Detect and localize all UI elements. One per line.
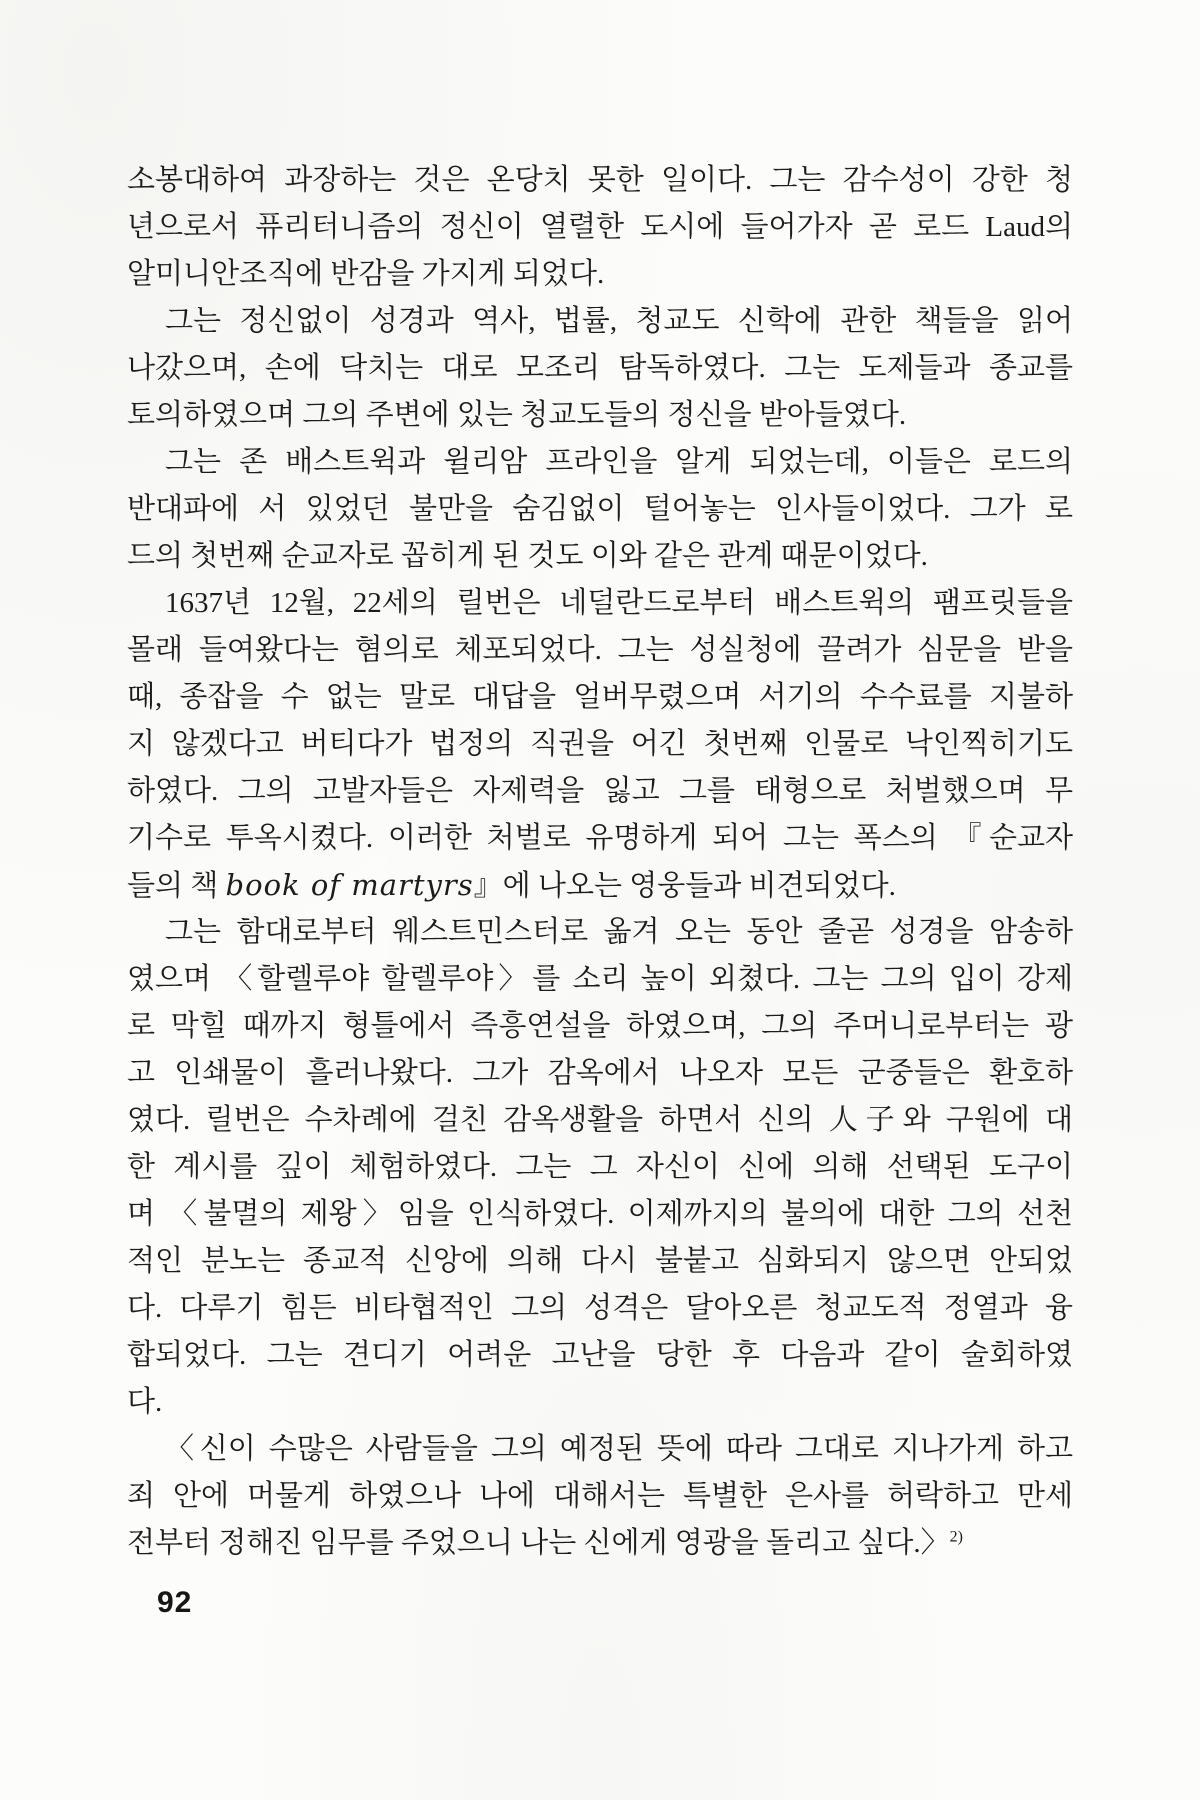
text-segment: 』에 나오는 영웅들과 비견되었다. <box>473 870 896 902</box>
text-line <box>127 1473 1073 1520</box>
text-line <box>127 674 1073 721</box>
text-line <box>127 345 1073 392</box>
text-segment: 지 않겠다고 버티다가 법정의 직권을 어긴 첫번째 인물로 낙인찍히기도 <box>127 728 1073 760</box>
text-line <box>127 486 1073 533</box>
text-line <box>127 1426 1073 1473</box>
text-line <box>127 1379 1073 1426</box>
text-line <box>127 1191 1073 1238</box>
text-segment: 나갔으며, 손에 닥치는 대로 모조리 탐독하였다. 그는 도제들과 종교를 <box>127 352 1073 384</box>
text-line <box>127 627 1073 674</box>
text-segment: 였다. 릴번은 수차례에 걸친 감옥생활을 하면서 신의 人子와 구원에 대 <box>127 1104 1073 1136</box>
text-line <box>127 298 1073 345</box>
footnote-reference: 2) <box>949 1528 963 1546</box>
text-segment: 1637년 12월, 22세의 릴번은 네덜란드로부터 배스트윅의 팸프릿들을 <box>165 587 1073 619</box>
body-text <box>127 157 1073 1567</box>
text-line <box>127 1097 1073 1144</box>
text-segment: 년으로서 퓨리터니즘의 정신이 열렬한 도시에 들어가자 곧 로드 Laud의 <box>127 211 1073 243</box>
text-segment: 죄 안에 머물게 하였으나 나에 대해서는 특별한 은사를 허락하고 만세 <box>127 1480 1073 1512</box>
text-segment: 그는 정신없이 성경과 역사, 법률, 청교도 신학에 관한 책들을 읽어 <box>165 305 1073 337</box>
text-segment: 고 인쇄물이 흘러나왔다. 그가 감옥에서 나오자 모든 군중들은 환호하 <box>127 1057 1073 1089</box>
text-segment: 그는 함대로부터 웨스트민스터로 옮겨 오는 동안 줄곧 성경을 암송하 <box>165 916 1073 948</box>
text-segment: 한 계시를 깊이 체험하였다. 그는 그 자신이 신에 의해 선택된 도구이 <box>127 1151 1073 1183</box>
text-segment: 반대파에 서 있었던 불만을 숨김없이 털어놓는 인사들이었다. 그가 로 <box>127 493 1073 525</box>
text-line <box>127 956 1073 1003</box>
text-line <box>127 862 1073 909</box>
text-segment: 며 〈불멸의 제왕〉임을 인식하였다. 이제까지의 불의에 대한 그의 선천 <box>127 1198 1073 1230</box>
text-line <box>127 533 1073 580</box>
text-segment: 였으며 〈할렐루야 할렐루야〉를 소리 높이 외쳤다. 그는 그의 입이 강제 <box>127 963 1073 995</box>
text-segment: 알미니안조직에 반감을 가지게 되었다. <box>127 258 605 290</box>
text-line <box>127 392 1073 439</box>
text-segment: 로 막힐 때까지 형틀에서 즉흥연설을 하였으며, 그의 주머니로부터는 광 <box>127 1010 1073 1042</box>
text-line <box>127 1285 1073 1332</box>
text-segment: 다. <box>127 1386 163 1418</box>
text-line <box>127 580 1073 627</box>
text-segment: 그는 존 배스트윅과 윌리암 프라인을 알게 되었는데, 이들은 로드의 <box>165 446 1073 478</box>
text-line <box>127 815 1073 862</box>
text-line <box>127 204 1073 251</box>
text-segment: 〈신이 수많은 사람들을 그의 예정된 뜻에 따라 그대로 지나가게 하고 <box>165 1433 1073 1465</box>
text-segment: 하였다. 그의 고발자들은 자제력을 잃고 그를 태형으로 처벌했으며 무 <box>127 775 1073 807</box>
text-line <box>127 1238 1073 1285</box>
text-segment: 들의 책 <box>127 870 226 902</box>
text-segment: 때, 종잡을 수 없는 말로 대답을 얼버무렸으며 서기의 수수료를 지불하 <box>127 681 1073 713</box>
text-line <box>127 1520 1073 1567</box>
text-line <box>127 1050 1073 1097</box>
text-segment: 합되었다. 그는 견디기 어려운 고난을 당한 후 다음과 같이 술회하였 <box>127 1339 1073 1371</box>
text-segment: 소봉대하여 과장하는 것은 온당치 못한 일이다. 그는 감수성이 강한 청 <box>127 164 1073 196</box>
text-line <box>127 1332 1073 1379</box>
text-line <box>127 768 1073 815</box>
text-segment: 전부터 정해진 임무를 주었으니 나는 신에게 영광을 돌리고 싶다.〉 <box>127 1527 950 1559</box>
text-line <box>127 909 1073 956</box>
page-number: 92 <box>157 1586 193 1619</box>
text-line <box>127 157 1073 204</box>
text-line <box>127 439 1073 486</box>
text-line <box>127 1144 1073 1191</box>
text-line <box>127 251 1073 298</box>
text-segment: 몰래 들여왔다는 혐의로 체포되었다. 그는 성실청에 끌려가 심문을 받을 <box>127 634 1073 666</box>
text-segment: 토의하였으며 그의 주변에 있는 청교도들의 정신을 받아들였다. <box>127 399 907 431</box>
text-segment: 드의 첫번째 순교자로 꼽히게 된 것도 이와 같은 관계 때문이었다. <box>127 540 928 572</box>
text-line <box>127 721 1073 768</box>
text-line <box>127 1003 1073 1050</box>
text-segment: 다. 다루기 힘든 비타협적인 그의 성격은 달아오른 청교도적 정열과 융 <box>127 1292 1073 1324</box>
text-segment: 기수로 투옥시켰다. 이러한 처벌로 유명하게 되어 그는 폭스의 『순교자 <box>127 822 1073 854</box>
text-segment: 적인 분노는 종교적 신앙에 의해 다시 불붙고 심화되지 않으면 안되었 <box>127 1245 1073 1277</box>
book-title-latin: book of martyrs <box>225 868 474 902</box>
